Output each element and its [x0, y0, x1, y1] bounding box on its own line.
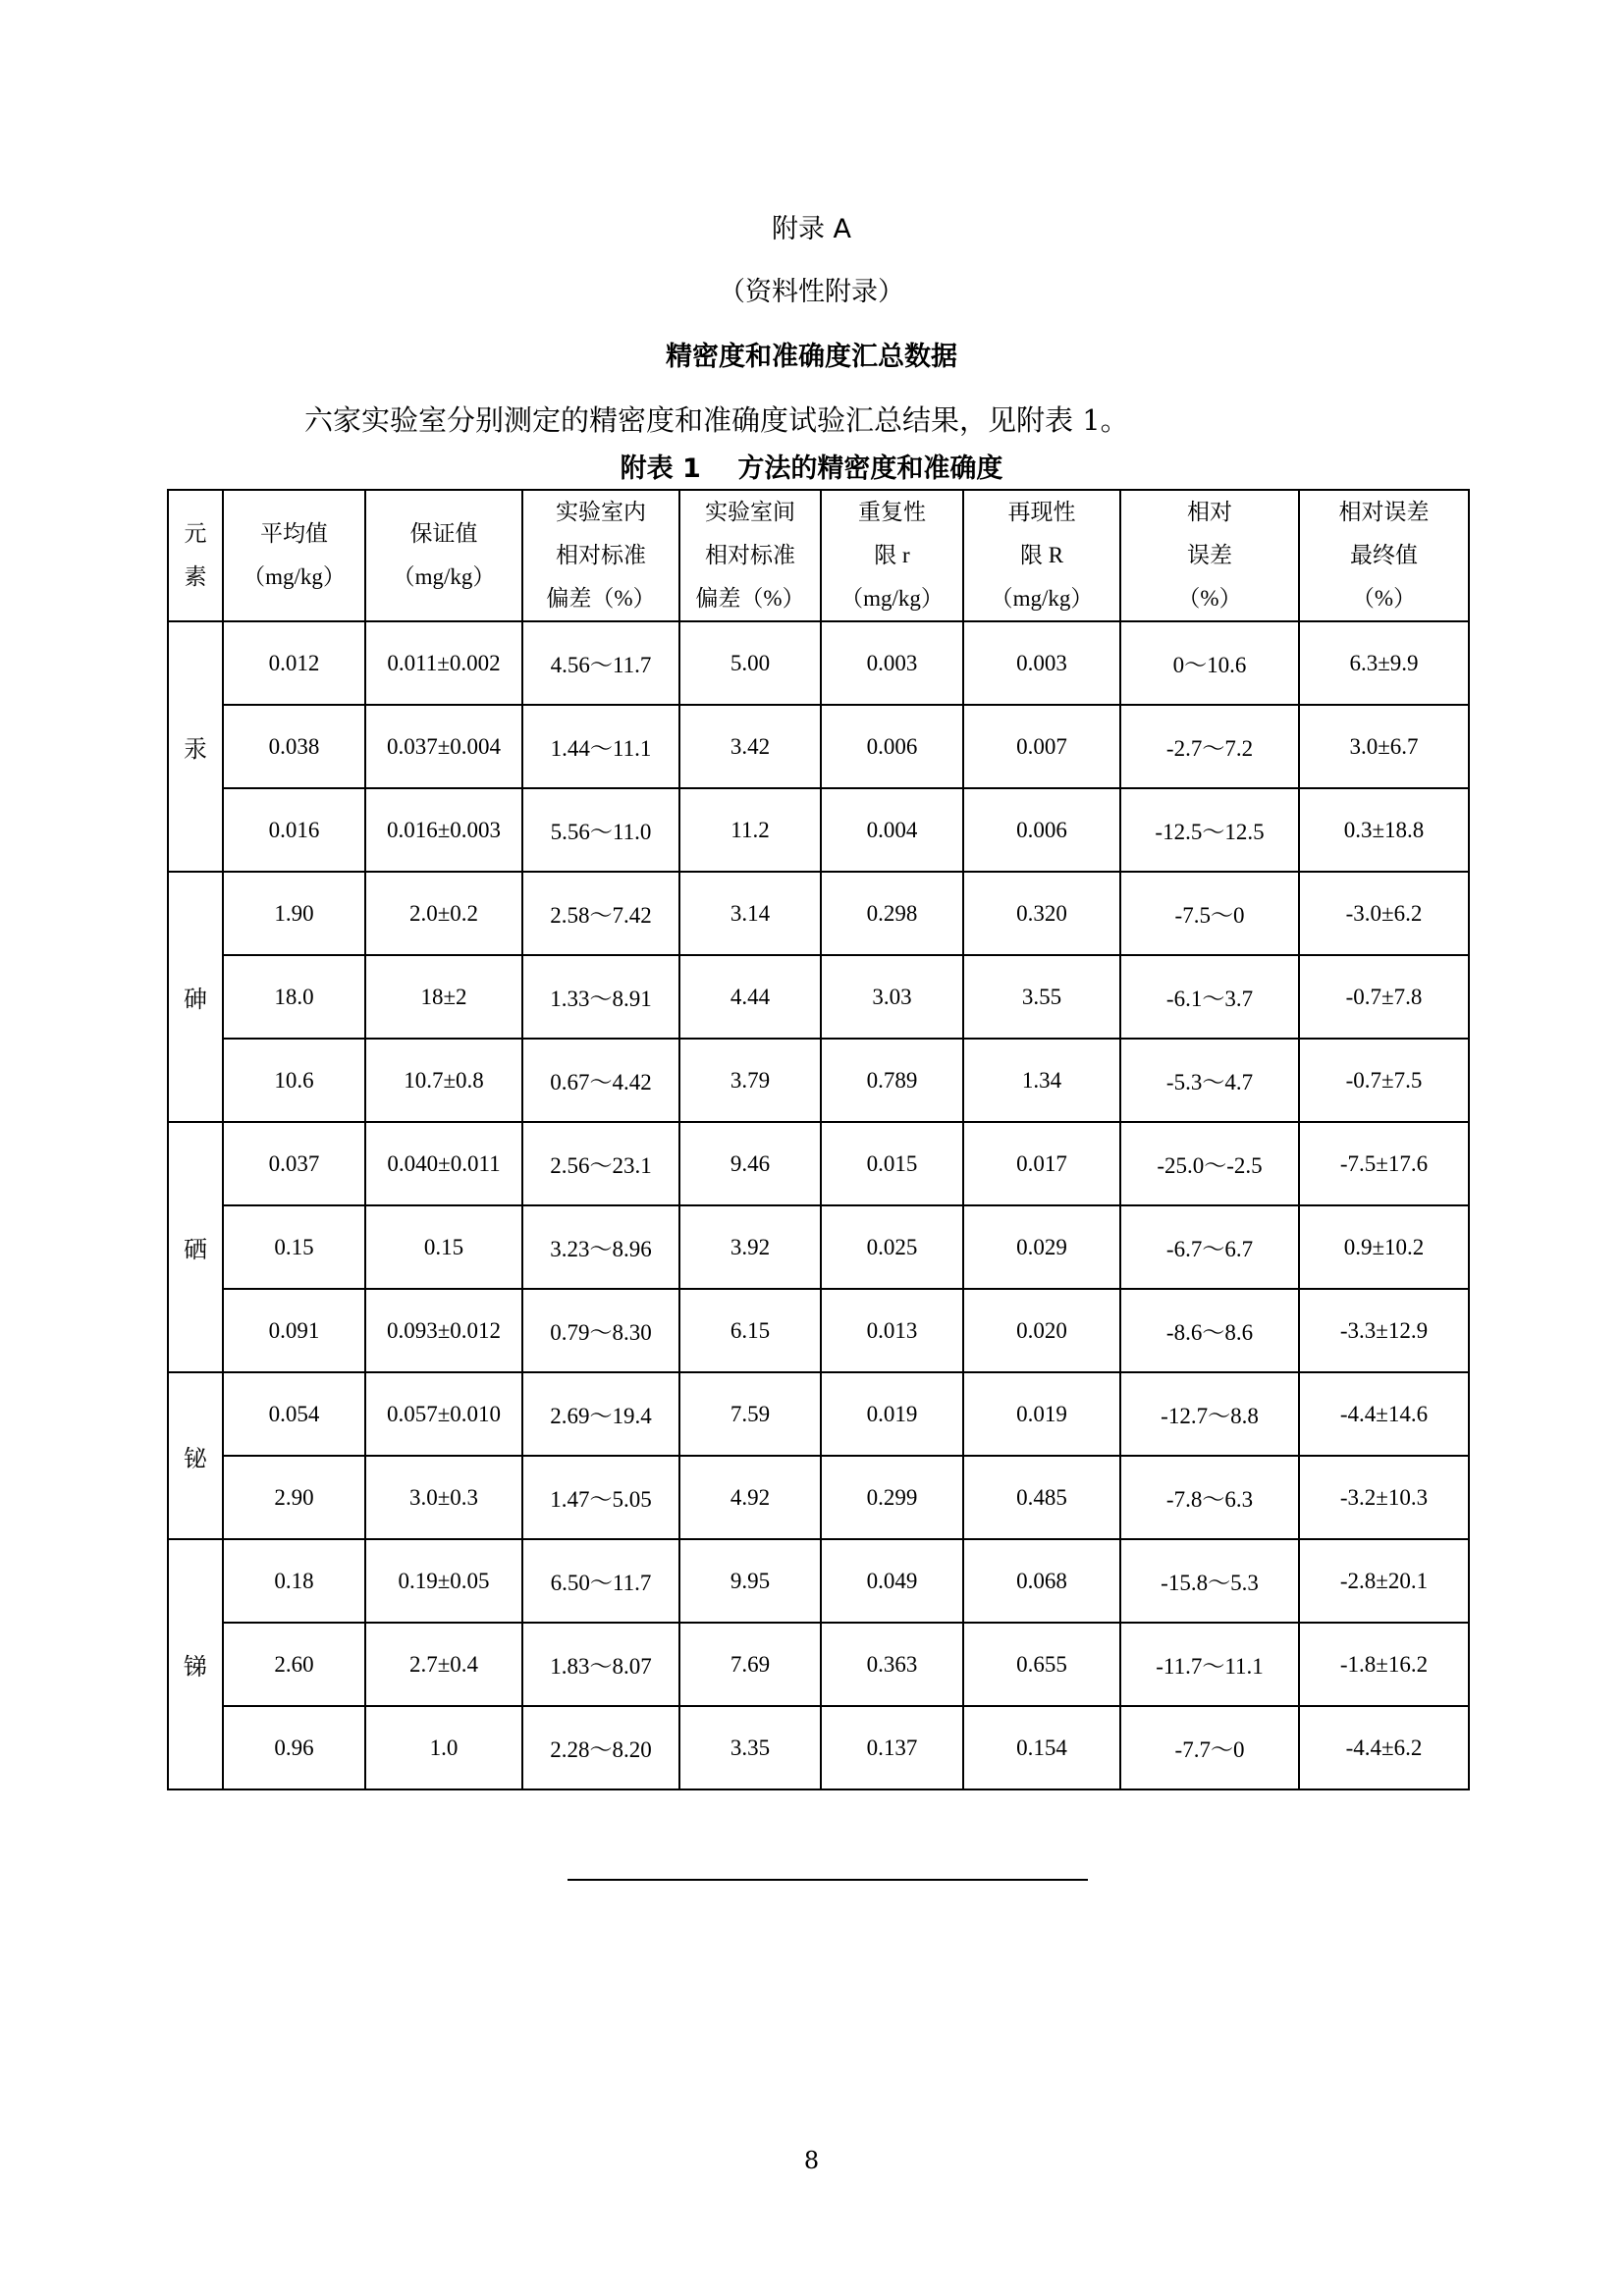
table-cell: 3.0±6.7: [1299, 705, 1469, 788]
header-line: 重复性: [858, 500, 926, 524]
table-cell: 0.068: [963, 1539, 1120, 1623]
table-header-row: [168, 490, 1469, 621]
table-cell: 4.92: [679, 1456, 821, 1539]
table-cell: 3.42: [679, 705, 821, 788]
table-cell: 0.655: [963, 1623, 1120, 1706]
header-repeatability-limit: [821, 490, 963, 621]
table-cell: 0.019: [963, 1372, 1120, 1456]
table-cell: 11.2: [679, 788, 821, 872]
table-cell: 0.15: [223, 1205, 365, 1289]
table-cell: 18±2: [365, 955, 522, 1039]
table-cell: -1.8±16.2: [1299, 1623, 1469, 1706]
table-cell: 4.44: [679, 955, 821, 1039]
table-caption: 附表 1 方法的精密度和准确度: [620, 454, 1003, 484]
table-cell: 3.79: [679, 1039, 821, 1122]
header-line: 平均值: [260, 521, 328, 546]
table-row: [168, 872, 1469, 955]
header-line: 最终值: [1350, 543, 1418, 567]
header-element: [168, 490, 223, 621]
table-cell: -2.7～7.2: [1120, 705, 1299, 788]
page-number: 8: [803, 2147, 820, 2174]
table-cell: 3.35: [679, 1706, 821, 1789]
table-cell: 0.029: [963, 1205, 1120, 1289]
table-cell: 0.96: [223, 1706, 365, 1789]
table-cell: 3.23～8.96: [522, 1205, 679, 1289]
table-cell: 10.6: [223, 1039, 365, 1122]
table-cell: -0.7±7.8: [1299, 955, 1469, 1039]
table-cell: 2.58～7.42: [522, 872, 679, 955]
header-line: （mg/kg）: [243, 564, 346, 589]
table-cell: -7.5～0: [1120, 872, 1299, 955]
table-cell: -11.7～11.1: [1120, 1623, 1299, 1706]
header-line: 相对标准: [556, 543, 646, 567]
header-line: 偏差（%）: [695, 586, 805, 611]
table-cell: 0.320: [963, 872, 1120, 955]
header-line: 再现性: [1007, 500, 1076, 524]
section-title: 精密度和准确度汇总数据: [666, 342, 957, 372]
table-cell: 0.011±0.002: [365, 621, 522, 705]
table-cell: 0.298: [821, 872, 963, 955]
table-cell: 1.47～5.05: [522, 1456, 679, 1539]
table-cell: 1.44～11.1: [522, 705, 679, 788]
table-cell: 1.33～8.91: [522, 955, 679, 1039]
table-cell: 2.69～19.4: [522, 1372, 679, 1456]
table-cell: 0.012: [223, 621, 365, 705]
header-mean: [223, 490, 365, 621]
header-line: 误差: [1187, 543, 1232, 567]
table-cell: 5.56～11.0: [522, 788, 679, 872]
table-cell: 0.18: [223, 1539, 365, 1623]
element-cell: 铋: [168, 1372, 223, 1539]
table-row: [168, 705, 1469, 788]
header-line: 元: [184, 521, 207, 546]
header-line: 素: [184, 564, 207, 589]
table-cell: 0.091: [223, 1289, 365, 1372]
table-cell: -12.7～8.8: [1120, 1372, 1299, 1456]
table-cell: 3.92: [679, 1205, 821, 1289]
table-cell: -7.7～0: [1120, 1706, 1299, 1789]
table-cell: 2.56～23.1: [522, 1122, 679, 1205]
table-row: [168, 1623, 1469, 1706]
table-cell: 1.90: [223, 872, 365, 955]
table-cell: 5.00: [679, 621, 821, 705]
table-row: [168, 788, 1469, 872]
header-line: 限 r: [874, 543, 910, 567]
header-relative-error-final: [1299, 490, 1469, 621]
header-line: （%）: [1177, 586, 1242, 611]
table-cell: -5.3～4.7: [1120, 1039, 1299, 1122]
table-cell: 0.299: [821, 1456, 963, 1539]
table-cell: 2.7±0.4: [365, 1623, 522, 1706]
table-cell: 1.34: [963, 1039, 1120, 1122]
table-cell: -25.0～-2.5: [1120, 1122, 1299, 1205]
table-row: [168, 1205, 1469, 1289]
table-cell: 0.363: [821, 1623, 963, 1706]
table-cell: 3.0±0.3: [365, 1456, 522, 1539]
header-line: 偏差（%）: [546, 586, 656, 611]
table-cell: 2.60: [223, 1623, 365, 1706]
header-intralab-rsd: [522, 490, 679, 621]
table-cell: 3.55: [963, 955, 1120, 1039]
table-cell: -7.5±17.6: [1299, 1122, 1469, 1205]
table-cell: 10.7±0.8: [365, 1039, 522, 1122]
table-row: [168, 1456, 1469, 1539]
intro-paragraph: 六家实验室分别测定的精密度和准确度试验汇总结果，见附表 1。: [304, 403, 1129, 437]
table-cell: -3.0±6.2: [1299, 872, 1469, 955]
table-cell: 0.017: [963, 1122, 1120, 1205]
table-cell: -3.2±10.3: [1299, 1456, 1469, 1539]
precision-accuracy-table: [167, 489, 1470, 1790]
table-cell: 9.95: [679, 1539, 821, 1623]
table-cell: 0～10.6: [1120, 621, 1299, 705]
table-cell: -2.8±20.1: [1299, 1539, 1469, 1623]
table-cell: 0.093±0.012: [365, 1289, 522, 1372]
header-interlab-rsd: [679, 490, 821, 621]
header-line: （mg/kg）: [392, 564, 496, 589]
table-cell: 0.037±0.004: [365, 705, 522, 788]
appendix-title: 附录 A: [771, 214, 852, 244]
table-cell: -6.7～6.7: [1120, 1205, 1299, 1289]
header-relative-error: [1120, 490, 1299, 621]
table-cell: 0.006: [963, 788, 1120, 872]
table-cell: 7.69: [679, 1623, 821, 1706]
table-cell: 0.016: [223, 788, 365, 872]
table-cell: -12.5～12.5: [1120, 788, 1299, 872]
table-cell: 0.013: [821, 1289, 963, 1372]
table-cell: 0.789: [821, 1039, 963, 1122]
table-cell: -4.4±6.2: [1299, 1706, 1469, 1789]
table-cell: 3.14: [679, 872, 821, 955]
table-cell: 6.50～11.7: [522, 1539, 679, 1623]
element-cell: 砷: [168, 872, 223, 1122]
table-row: [168, 1039, 1469, 1122]
table-row: [168, 1706, 1469, 1789]
table-cell: 1.0: [365, 1706, 522, 1789]
element-cell: 锑: [168, 1539, 223, 1789]
table-cell: 0.054: [223, 1372, 365, 1456]
table-cell: 0.154: [963, 1706, 1120, 1789]
table-cell: 0.004: [821, 788, 963, 872]
header-line: 限 R: [1019, 543, 1064, 567]
element-cell: 硒: [168, 1122, 223, 1372]
table-cell: 0.3±18.8: [1299, 788, 1469, 872]
header-line: 实验室内: [556, 500, 646, 524]
table-cell: 0.485: [963, 1456, 1120, 1539]
table-cell: 1.83～8.07: [522, 1623, 679, 1706]
table-cell: 4.56～11.7: [522, 621, 679, 705]
table-cell: -0.7±7.5: [1299, 1039, 1469, 1122]
table-cell: 18.0: [223, 955, 365, 1039]
table-cell: 0.016±0.003: [365, 788, 522, 872]
header-line: 保证值: [409, 521, 478, 546]
header-reproducibility-limit: [963, 490, 1120, 621]
table-cell: 0.67～4.42: [522, 1039, 679, 1122]
table-cell: 2.0±0.2: [365, 872, 522, 955]
table-cell: 0.003: [963, 621, 1120, 705]
table-cell: 0.137: [821, 1706, 963, 1789]
table-row: [168, 621, 1469, 705]
header-line: 相对误差: [1338, 500, 1430, 524]
table-cell: -4.4±14.6: [1299, 1372, 1469, 1456]
table-cell: 0.025: [821, 1205, 963, 1289]
table-row: [168, 1289, 1469, 1372]
appendix-subtitle: （资料性附录）: [719, 277, 904, 307]
element-cell: 汞: [168, 621, 223, 872]
table-cell: -8.6～8.6: [1120, 1289, 1299, 1372]
table-cell: 0.057±0.010: [365, 1372, 522, 1456]
table-cell: -3.3±12.9: [1299, 1289, 1469, 1372]
table-cell: 0.006: [821, 705, 963, 788]
table-cell: 9.46: [679, 1122, 821, 1205]
table-cell: 0.19±0.05: [365, 1539, 522, 1623]
table-cell: -7.8～6.3: [1120, 1456, 1299, 1539]
table-row: [168, 1372, 1469, 1456]
table-cell: -15.8～5.3: [1120, 1539, 1299, 1623]
header-line: 实验室间: [705, 500, 795, 524]
header-certified-value: [365, 490, 522, 621]
table-cell: 6.15: [679, 1289, 821, 1372]
table-cell: 0.040±0.011: [365, 1122, 522, 1205]
header-line: （mg/kg）: [840, 586, 944, 611]
table-cell: 2.28～8.20: [522, 1706, 679, 1789]
header-line: （mg/kg）: [990, 586, 1094, 611]
header-line: （%）: [1351, 586, 1417, 611]
table-cell: 2.90: [223, 1456, 365, 1539]
table-cell: 0.15: [365, 1205, 522, 1289]
header-line: 相对: [1187, 500, 1232, 524]
table-cell: -6.1～3.7: [1120, 955, 1299, 1039]
table-row: [168, 1539, 1469, 1623]
table-body: [168, 621, 1469, 1789]
table-cell: 6.3±9.9: [1299, 621, 1469, 705]
table-row: [168, 955, 1469, 1039]
table-cell: 0.003: [821, 621, 963, 705]
table-cell: 0.9±10.2: [1299, 1205, 1469, 1289]
table-cell: 0.015: [821, 1122, 963, 1205]
table-cell: 0.019: [821, 1372, 963, 1456]
table-cell: 0.038: [223, 705, 365, 788]
table-cell: 0.037: [223, 1122, 365, 1205]
table-cell: 0.007: [963, 705, 1120, 788]
table-row: [168, 1122, 1469, 1205]
table-cell: 0.049: [821, 1539, 963, 1623]
table-cell: 0.020: [963, 1289, 1120, 1372]
end-rule: [568, 1879, 1088, 1881]
table-cell: 0.79～8.30: [522, 1289, 679, 1372]
header-line: 相对标准: [705, 543, 795, 567]
table-cell: 7.59: [679, 1372, 821, 1456]
table-cell: 3.03: [821, 955, 963, 1039]
